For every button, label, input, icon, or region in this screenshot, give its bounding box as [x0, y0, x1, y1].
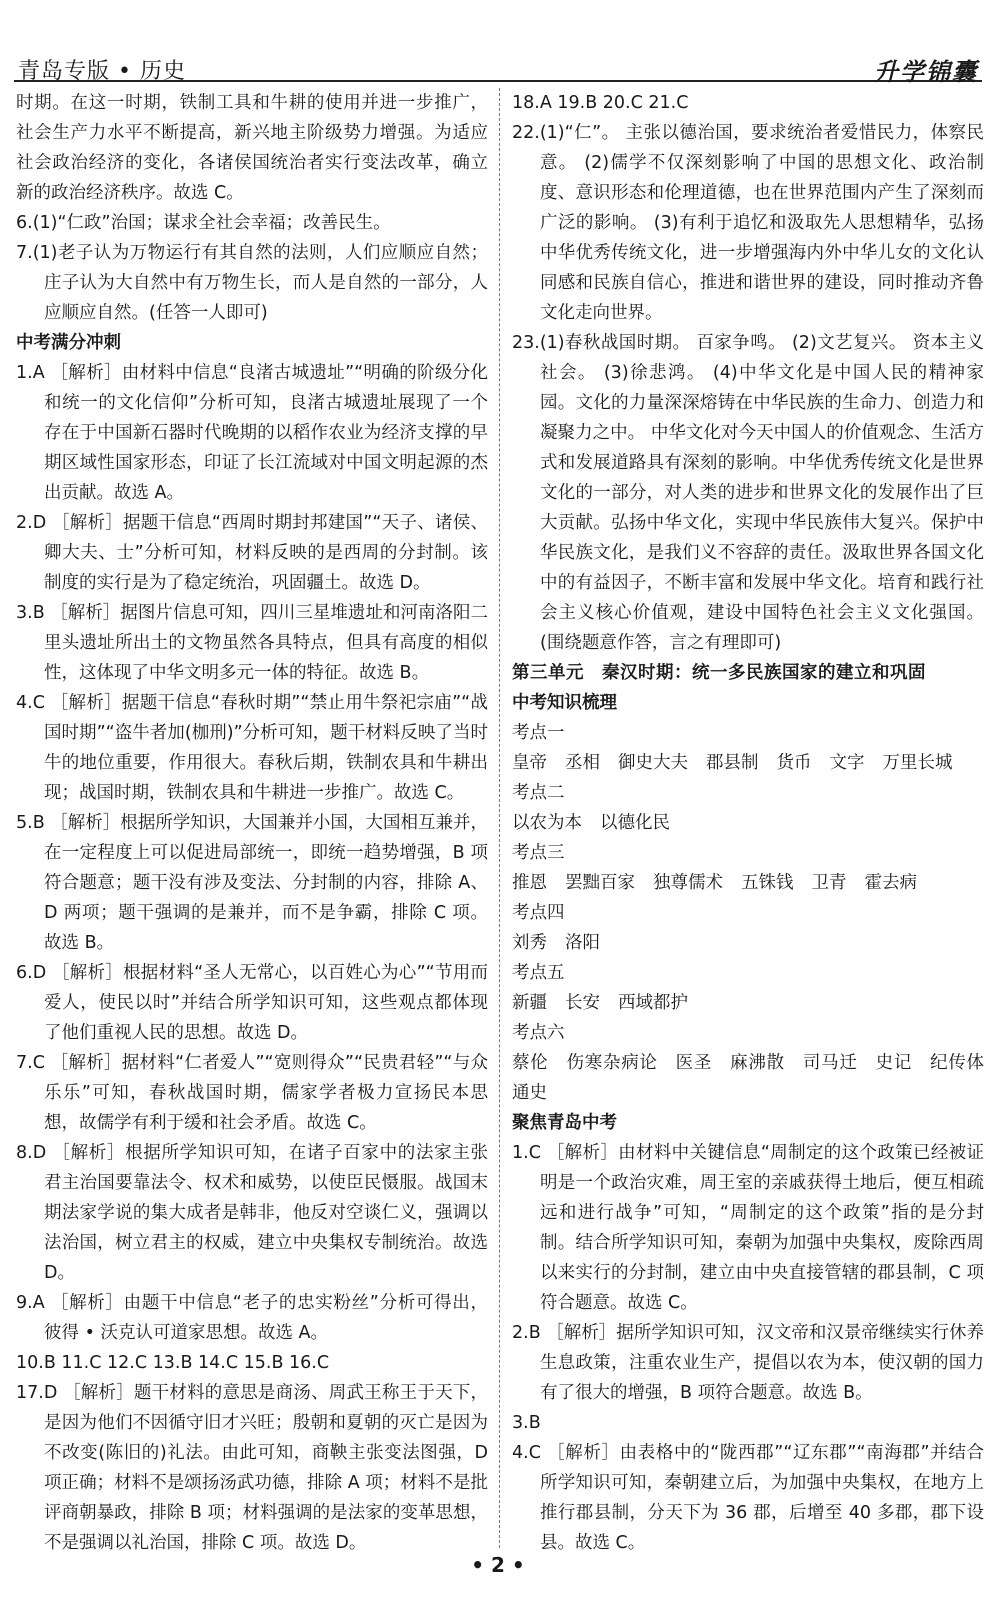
kaodian-item: 郡县制 — [706, 753, 759, 773]
intro-paragraph: 时期。在这一时期，铁制工具和牛耕的使用并进一步推广，社会生产力水平不断提高，新兴地主阶级势力增强。为适应社会政治经济的变化，各诸侯国统治者实行变法改革，确立新的政治经济秩序。故选 C。 — [16, 93, 488, 203]
page-header — [14, 6, 982, 86]
chongci-answers-10-16: 10.B 11.C 12.C 13.B 14.C 15.B 16.C — [16, 1353, 330, 1373]
chongci-answer-17: 17.D ［解析］题干材料的意思是商汤、周武王称王于天下，是因为他们不因循守旧才兴旺；殷朝和夏朝的灭亡是因为不改变(陈旧的)礼法。由此可知，商鞅主张变法图强，D 项正确；材料不是颂扬汤武功德，排除 A 项；材料不是批评商朝暴政，排除 B 项；材料强调的是法家的变革思想，不是强调以礼治国，排除 C 项。故选 D。 — [16, 1383, 488, 1553]
kaodian-3-items — [512, 868, 984, 898]
kaodian-item: 刘秀 — [512, 933, 547, 953]
kaodian-4-label: 考点四 — [512, 903, 565, 923]
focus-section-title: 聚焦青岛中考 — [512, 1113, 617, 1133]
knowledge-section-title: 中考知识梳理 — [512, 693, 617, 713]
answer-7: 7.(1)老子认为万物运行有其自然的法则，人们应顺应自然；庄子认为大自然中有万物生长，而人是自然的一部分，人应顺应自然。(任答一人即可) — [16, 243, 488, 323]
kaodian-item: 万里长城 — [882, 753, 953, 773]
kaodian-item: 御史大夫 — [618, 753, 688, 773]
kaodian-item: 卫青 — [811, 873, 847, 893]
chongci-answer-7: 7.C ［解析］据材料“仁者爱人”“宽则得众”“民贵君轻”“与众乐乐”可知，春秋战国时期，儒家学者极力宣扬民本思想，故儒学有利于缓和社会矛盾。故选 C。 — [16, 1053, 488, 1133]
chongci-answer-5: 5.B ［解析］根据所学知识，大国兼并小国，大国相互兼并，在一定程度上可以促进局部统一，即统一趋势增强，B 项符合题意；题干没有涉及变法、分封制的内容，排除 A、D 两项；题干强调的是兼并，而不是争霸，排除 C 项。故选 B。 — [16, 813, 488, 953]
kaodian-item: 纪传体通史 — [512, 1053, 985, 1103]
focus-answer-3: 3.B — [512, 1413, 541, 1433]
chongci-answer-3: 3.B ［解析］据图片信息可知，四川三星堆遗址和河南洛阳二里头遗址所出土的文物虽然各具特点，但具有高度的相似性，这体现了中华文明多元一体的特征。故选 B。 — [16, 603, 488, 683]
kaodian-1-items — [512, 748, 984, 778]
kaodian-2-label: 考点二 — [512, 783, 565, 803]
kaodian-item: 麻沸散 — [730, 1053, 785, 1073]
kaodian-item: 史记 — [875, 1053, 913, 1073]
right-column — [512, 88, 984, 1558]
kaodian-item: 文字 — [829, 753, 865, 773]
answer-22: 22.(1)“仁”。 主张以德治国，要求统治者爱惜民力，体察民意。 (2)儒学不仅深刻影响了中国的思想文化、政治制度、意识形态和伦理道德，也在世界范围内产生了深刻而广泛的影响。 (3)有利于追忆和汲取先人思想精华，弘扬中华优秀传统文化，进一步增强海内外中华儿女的文化认同感和民族自信心，推进和谐世界的建设，同时推动齐鲁文化走向世界。 — [512, 123, 984, 323]
chongci-answer-1: 1.A ［解析］由材料中信息“良渚古城遗址”“明确的阶级分化和统一的文化信仰”分析可知，良渚古城遗址展现了一个存在于中国新石器时代晚期的以稻作农业为经济支撑的早期区域性国家形态，印证了长江流域对中国文明起源的杰出贡献。故选 A。 — [16, 363, 488, 503]
kaodian-item: 新疆 — [512, 993, 547, 1013]
kaodian-item: 皇帝 — [512, 753, 547, 773]
chongci-answer-2: 2.D ［解析］据题干信息“西周时期封邦建国”“天子、诸侯、卿大夫、士”分析可知，材料反映的是西周的分封制。该制度的实行是为了稳定统治，巩固疆土。故选 D。 — [16, 513, 488, 593]
kaodian-item: 长安 — [565, 993, 600, 1013]
kaodian-5-items — [512, 988, 984, 1018]
kaodian-item: 丞相 — [565, 753, 600, 773]
kaodian-6-label: 考点六 — [512, 1023, 565, 1043]
kaodian-item: 司马迁 — [802, 1053, 858, 1073]
chongci-answer-6: 6.D ［解析］根据材料“圣人无常心，以百姓心为心”“节用而爱人，使民以时”并结合所学知识可知，这些观点都体现了他们重视人民的思想。故选 D。 — [16, 963, 488, 1043]
kaodian-item: 五铢钱 — [741, 873, 794, 893]
unit-title: 第三单元 秦汉时期：统一多民族国家的建立和巩固 — [512, 663, 926, 683]
focus-answer-2: 2.B ［解析］据所学知识可知，汉文帝和汉景帝继续实行休养生息政策，注重农业生产，提倡以农为本，使汉朝的国力有了很大的增强，B 项符合题意。故选 B。 — [512, 1323, 984, 1403]
chongci-answer-4: 4.C ［解析］据题干信息“春秋时期”“禁止用牛祭祀宗庙”“战国时期”“盗牛者加(枷刑)”分析可知，题干材料反映了当时牛的地位重要，作用很大。春秋后期，铁制农具和牛耕出现；战国时期，铁制农具和牛耕进一步推广。故选 C。 — [16, 693, 488, 803]
kaodian-item: 以德化民 — [600, 813, 670, 833]
header-right-title: 升学锦囊 — [874, 58, 978, 86]
kaodian-item: 霍去病 — [864, 873, 917, 893]
column-divider — [499, 88, 500, 1548]
page-number: • 2 • — [471, 1553, 525, 1577]
kaodian-2-items — [512, 808, 984, 838]
kaodian-3-label: 考点三 — [512, 843, 565, 863]
answer-6: 6.(1)“仁政”治国；谋求全社会幸福；改善民生。 — [16, 213, 391, 233]
kaodian-list — [512, 718, 984, 1108]
header-left-title: 青岛专版 • 历史 — [18, 59, 186, 84]
kaodian-6-items — [512, 1048, 984, 1108]
kaodian-item: 西域都护 — [618, 993, 688, 1013]
answers-18-21: 18.A 19.B 20.C 21.C — [512, 93, 689, 113]
kaodian-item: 医圣 — [675, 1053, 713, 1073]
kaodian-item: 伤寒杂病论 — [566, 1053, 658, 1073]
kaodian-item: 货币 — [776, 753, 812, 773]
answer-23: 23.(1)春秋战国时期。 百家争鸣。 (2)文艺复兴。 资本主义社会。 (3)徐悲鸿。 (4)中华文化是中国人民的精神家园。文化的力量深深熔铸在中华民族的生命力、创造力和凝聚力之中。 中华文化对今天中国人的价值观念、生活方式和发展道路具有深刻的影响。中华优秀传统文化是世界文化的一部分，对人类的进步和世界文化的发展作出了巨大贡献。弘扬中华文化，实现中华民族伟大复兴。保护中华民族文化，是我们义不容辞的责任。汲取世界各国文化中的有益因子，不断丰富和发展中华文化。培育和践行社会主义核心价值观，建设中国特色社会主义文化强国。(围绕题意作答，言之有理即可) — [512, 333, 984, 653]
kaodian-item: 独尊儒术 — [653, 873, 723, 893]
kaodian-item: 蔡伦 — [512, 1053, 549, 1073]
kaodian-item: 推恩 — [512, 873, 547, 893]
chongci-answer-9: 9.A ［解析］由题干中信息“老子的忠实粉丝”分析可得出，彼得 • 沃克认可道家思想。故选 A。 — [16, 1293, 488, 1343]
kaodian-item: 洛阳 — [565, 933, 600, 953]
kaodian-item: 罢黜百家 — [565, 873, 635, 893]
focus-answer-1: 1.C ［解析］由材料中关键信息“周制定的这个政策已经被证明是一个政治灾难，周王室的亲戚获得土地后，便互相疏远和进行战争”可知，“周制定的这个政策”指的是分封制。结合所学知识可知，秦朝为加强中央集权，废除西周以来实行的分封制，建立由中央直接管辖的郡县制，C 项符合题意。故选 C。 — [512, 1143, 984, 1313]
chongci-answer-8: 8.D ［解析］根据所学知识可知，在诸子百家中的法家主张君主治国要靠法令、权术和威势，以使臣民慑服。战国末期法家学说的集大成者是韩非，他反对空谈仁义，强调以法治国，树立君主的权威，建立中央集权专制统治。故选 D。 — [16, 1143, 488, 1283]
kaodian-item: 以农为本 — [512, 813, 582, 833]
kaodian-1-label: 考点一 — [512, 723, 565, 743]
left-column — [16, 88, 488, 1558]
kaodian-4-items — [512, 928, 984, 958]
kaodian-5-label: 考点五 — [512, 963, 565, 983]
focus-answer-4: 4.C ［解析］由表格中的“陇西郡”“辽东郡”“南海郡”并结合所学知识可知，秦朝建立后，为加强中央集权，在地方上推行郡县制，分天下为 36 郡，后增至 40 多郡，郡下设县。故选 C。 — [512, 1443, 984, 1553]
section-title-chongci: 中考满分冲刺 — [16, 333, 121, 353]
